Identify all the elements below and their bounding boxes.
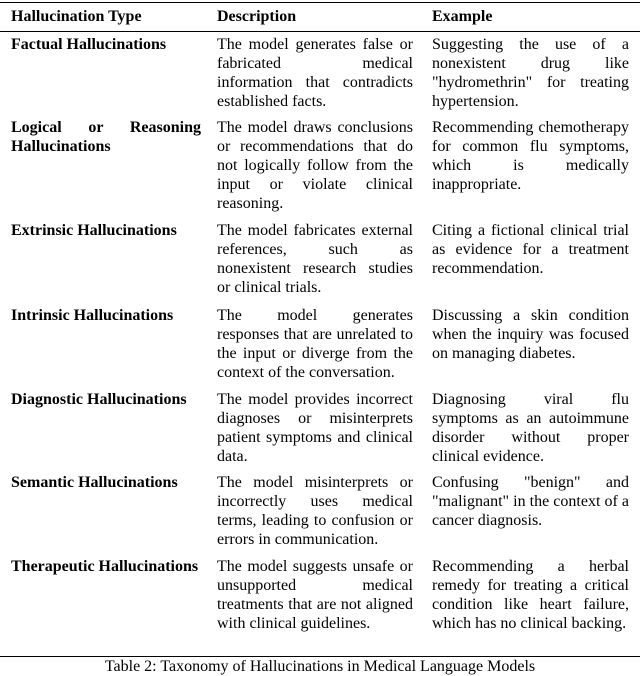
row-example: Diagnosing viral flu symptoms as an autoimmune disorder without proper clinical evidence. bbox=[432, 391, 629, 465]
row-description: The model generates false or fabricated medical information that contradicts established facts. bbox=[217, 36, 413, 110]
row-example: Recommending chemotherapy for common flu symptoms, which is medically inappropriate. bbox=[432, 119, 629, 193]
row-type: Logical or Reasoning Hallucinations bbox=[11, 119, 201, 155]
header-description: Description bbox=[217, 8, 297, 25]
table-header-rule bbox=[0, 31, 640, 32]
row-description: The model misinterprets or incorrectly uses medical terms, leading to confusion or errors in communication. bbox=[217, 474, 413, 548]
row-example: Citing a fictional clinical trial as evidence for a treatment recommendation. bbox=[432, 222, 629, 277]
header-hallucination-type: Hallucination Type bbox=[11, 8, 142, 25]
row-description: The model draws conclusions or recommendations that do not logically follow from the input or violate clinical reasoning. bbox=[217, 119, 413, 212]
table-top-rule bbox=[0, 2, 640, 3]
row-description: The model suggests unsafe or unsupported medical treatments that are not aligned with clinical guidelines. bbox=[217, 558, 413, 632]
row-type: Intrinsic Hallucinations bbox=[11, 307, 174, 324]
row-type: Extrinsic Hallucinations bbox=[11, 222, 177, 239]
row-type: Therapeutic Hallucinations bbox=[11, 558, 199, 575]
row-example: Suggesting the use of a nonexistent drug like "hydromethrin" for treating hypertension. bbox=[432, 36, 629, 110]
header-example: Example bbox=[432, 8, 493, 25]
row-type: Diagnostic Hallucinations bbox=[11, 391, 187, 408]
table-caption: Table 2: Taxonomy of Hallucinations in Medical Language Models bbox=[104, 658, 536, 675]
row-example: Discussing a skin condition when the inquiry was focused on managing diabetes. bbox=[432, 307, 629, 362]
row-type: Semantic Hallucinations bbox=[11, 474, 178, 491]
row-description: The model generates responses that are unrelated to the input or diverge from the context of the conversation. bbox=[217, 307, 413, 381]
row-description: The model provides incorrect diagnoses or misinterprets patient symptoms and clinical data. bbox=[217, 391, 413, 465]
row-example: Confusing "benign" and "malignant" in the context of a cancer diagnosis. bbox=[432, 474, 629, 529]
table-header-row bbox=[0, 6, 640, 30]
row-description: The model fabricates external references, such as nonexistent research studies or clinical trials. bbox=[217, 222, 413, 296]
row-type: Factual Hallucinations bbox=[11, 36, 167, 53]
row-example: Recommending a herbal remedy for treating a critical condition like heart failure, which has no clinical backing. bbox=[432, 558, 629, 632]
